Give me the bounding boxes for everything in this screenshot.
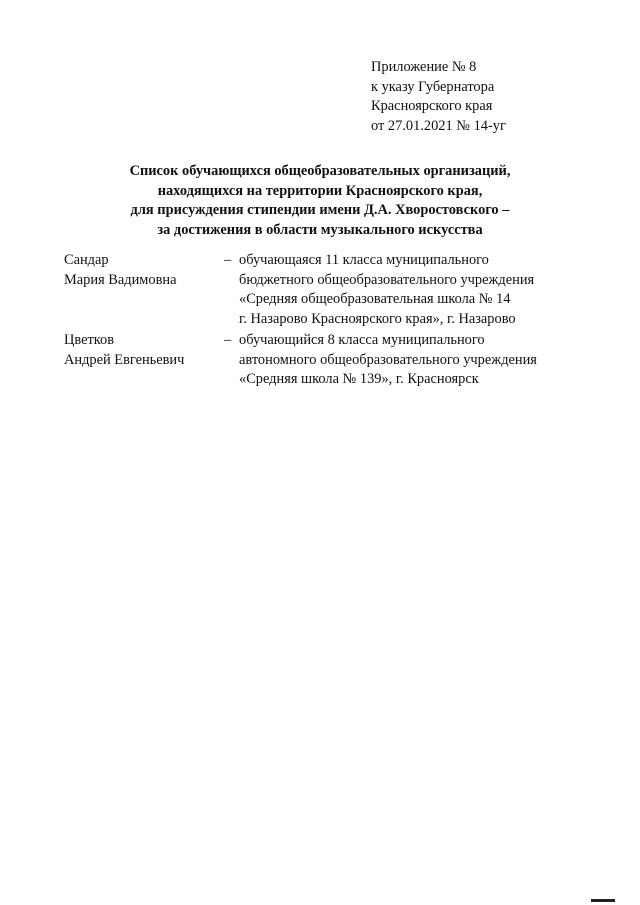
description-line: обучающаяся 11 класса муниципального bbox=[239, 252, 489, 268]
student-given-names: Мария Вадимовна bbox=[64, 271, 177, 288]
student-name bbox=[64, 331, 184, 370]
appendix-line: Красноярского края bbox=[371, 98, 493, 114]
scan-corner-mark bbox=[591, 899, 615, 902]
description-line: г. Назарово Красноярского края», г. Назарово bbox=[239, 310, 516, 327]
title-line: находящихся на территории Красноярского края, bbox=[157, 182, 483, 199]
description-line: автономного общеобразовательного учреждения bbox=[239, 351, 537, 368]
student-surname: Цветков bbox=[64, 332, 115, 348]
description-line: бюджетного общеобразовательного учреждения bbox=[239, 271, 535, 288]
document-title bbox=[100, 162, 540, 240]
student-name bbox=[64, 251, 177, 290]
appendix-header bbox=[371, 58, 506, 136]
appendix-line: Приложение № 8 bbox=[371, 59, 477, 75]
title-line: для присуждения стипендии имени Д.А. Хворостовского – bbox=[130, 202, 510, 218]
entry-dash: – bbox=[224, 332, 232, 348]
entry-dash: – bbox=[224, 252, 232, 268]
student-given-names: Андрей Евгеньевич bbox=[64, 351, 185, 368]
student-description bbox=[239, 251, 534, 329]
description-line: «Средняя школа № 139», г. Красноярск bbox=[239, 371, 479, 387]
description-line: обучающийся 8 класса муниципального bbox=[239, 332, 485, 348]
student-description bbox=[239, 331, 537, 390]
appendix-line: к указу Губернатора bbox=[371, 78, 495, 95]
description-line: «Средняя общеобразовательная школа № 14 bbox=[239, 291, 511, 307]
title-line: за достижения в области музыкального искусства bbox=[157, 221, 483, 238]
appendix-line: от 27.01.2021 № 14-уг bbox=[371, 117, 506, 134]
student-surname: Сандар bbox=[64, 252, 109, 268]
title-line: Список обучающихся общеобразовательных организаций, bbox=[129, 163, 511, 179]
